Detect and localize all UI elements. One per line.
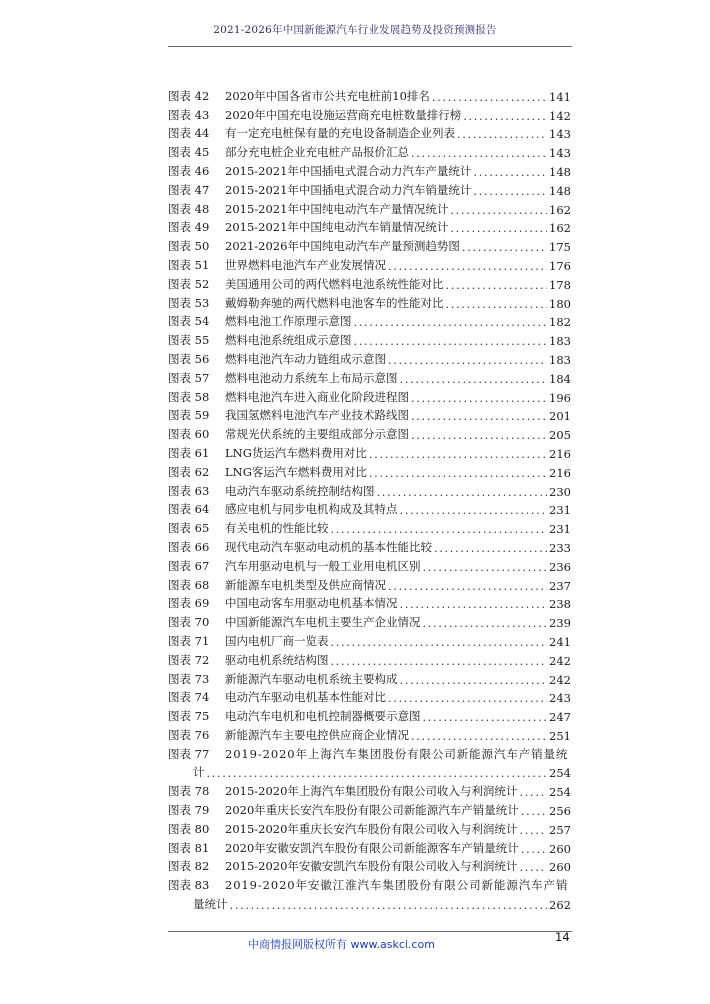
toc-entry[interactable]	[168, 555, 571, 574]
toc-entry-label: 图表 62	[168, 464, 210, 479]
toc-entry-title: 燃料电池汽车动力链组成示意图	[225, 351, 386, 366]
toc-entry-title: 2015-2021年中国纯电动汽车销量情况统计	[225, 220, 449, 235]
toc-entry[interactable]	[168, 574, 571, 593]
toc-dot-leader	[388, 691, 547, 705]
toc-entry-label: 图表 81	[168, 840, 210, 855]
toc-entry-title: 感应电机与同步电机构成及其特点	[225, 502, 398, 517]
toc-entry-page: 242	[549, 653, 571, 668]
toc-entry[interactable]	[168, 799, 571, 818]
toc-entry-page: 238	[549, 597, 571, 612]
toc-entry-label: 图表 54	[168, 314, 210, 329]
toc-entry[interactable]	[168, 517, 571, 536]
toc-entry-page: 141	[549, 89, 571, 104]
toc-entry-label: 图表 60	[168, 427, 210, 442]
toc-dot-leader	[354, 334, 548, 348]
toc-dot-leader	[388, 259, 547, 273]
toc-dot-leader	[369, 447, 547, 461]
toc-entry-page: 162	[549, 221, 571, 236]
running-header: 2021-2026年中国新能源汽车行业发展趋势及投资预测报告	[213, 24, 497, 36]
toc-entry-label: 图表 64	[168, 502, 210, 517]
toc-entry-page: 256	[549, 804, 571, 819]
toc-entry-label: 图表 63	[168, 483, 210, 498]
toc-entry-page: 254	[549, 785, 571, 800]
toc-entry[interactable]	[168, 593, 571, 612]
toc-entry[interactable]	[168, 235, 571, 254]
toc-entry-title: 现代电动汽车驱动电动机的基本性能比较	[225, 539, 432, 554]
toc-entry-title: 燃料电池动力系统车上布局示意图	[225, 370, 398, 385]
toc-dot-leader	[423, 616, 548, 630]
toc-entry[interactable]	[168, 292, 571, 311]
toc-entry-title: 2015-2021年中国纯电动汽车产量情况统计	[225, 201, 449, 216]
footer-copyright: 中商情报网版权所有 www.askci.com	[248, 938, 435, 951]
toc-entry-page: 262	[549, 898, 571, 913]
toc-dot-leader	[411, 146, 547, 160]
toc-entry[interactable]	[168, 499, 571, 518]
toc-entry-page: 142	[549, 108, 571, 123]
toc-entry-page: 148	[549, 164, 571, 179]
toc-dot-leader	[207, 766, 548, 780]
toc-dot-leader	[388, 579, 547, 593]
toc-dot-leader	[519, 785, 547, 799]
toc-entry[interactable]	[168, 104, 571, 123]
toc-entry-title: 2020年中国各省市公共充电桩前10排名	[225, 88, 430, 103]
footer-divider	[168, 931, 572, 932]
toc-entry[interactable]	[168, 668, 571, 687]
toc-entry[interactable]	[168, 141, 571, 160]
toc-entry[interactable]	[168, 874, 571, 912]
toc-entry-page: 241	[549, 634, 571, 649]
toc-entry-title: LNG货运汽车燃料费用对比	[225, 445, 367, 460]
toc-entry-title: 2015-2021年中国插电式混合动力汽车销量统计	[225, 182, 472, 197]
toc-dot-leader	[434, 541, 547, 555]
toc-entry[interactable]	[168, 461, 571, 480]
toc-entry[interactable]	[168, 480, 571, 499]
toc-entry-page: 231	[549, 522, 571, 537]
toc-dot-leader	[354, 315, 548, 329]
toc-entry-label: 图表 61	[168, 445, 210, 460]
toc-entry[interactable]	[168, 442, 571, 461]
toc-entry-title: 2021-2026年中国纯电动汽车产量预测趋势图	[225, 239, 460, 254]
toc-entry-label: 图表 78	[168, 784, 210, 799]
toc-entry-title: 2015-2020年上海汽车集团股份有限公司收入与利润统计	[225, 784, 518, 799]
toc-entry-label: 图表 83	[168, 878, 210, 893]
toc-entry-label: 图表 47	[168, 182, 210, 197]
toc-dot-leader	[411, 391, 547, 405]
toc-dot-leader	[519, 823, 547, 837]
toc-entry-page: 183	[549, 334, 571, 349]
toc-entry-label: 图表 71	[168, 633, 210, 648]
toc-dot-leader	[446, 278, 548, 292]
toc-entry-label: 图表 74	[168, 690, 210, 705]
toc-entry[interactable]	[168, 611, 571, 630]
toc-entry-label: 图表 45	[168, 145, 210, 160]
toc-entry-label: 图表 46	[168, 163, 210, 178]
toc-entry-label: 图表 51	[168, 257, 210, 272]
toc-entry-title: 常规光伏系统的主要组成部分示意图	[225, 427, 409, 442]
toc-entry-label: 图表 59	[168, 408, 210, 423]
toc-entry-label: 图表 52	[168, 276, 210, 291]
toc-entry-title: 燃料电池系统组成示意图	[225, 333, 352, 348]
toc-entry-title: 电动汽车驱动电机基本性能对比	[225, 690, 386, 705]
toc-entry-label: 图表 56	[168, 351, 210, 366]
toc-dot-leader	[521, 842, 547, 856]
toc-entry[interactable]	[168, 329, 571, 348]
toc-entry-label: 图表 55	[168, 333, 210, 348]
toc-dot-leader	[400, 673, 548, 687]
toc-entry-label: 图表 79	[168, 803, 210, 818]
toc-entry-label: 图表 80	[168, 821, 210, 836]
toc-entry-page: 201	[549, 409, 571, 424]
toc-dot-leader	[446, 297, 548, 311]
toc-entry-page: 236	[549, 559, 571, 574]
toc-entry-title: 2020年中国充电设施运营商充电桩数量排行榜	[225, 107, 462, 122]
toc-entry-label: 图表 49	[168, 220, 210, 235]
toc-entry-page: 247	[549, 710, 571, 725]
toc-entry[interactable]	[168, 85, 571, 104]
toc-entry-page: 143	[549, 127, 571, 142]
toc-dot-leader	[331, 522, 548, 536]
toc-entry[interactable]	[168, 705, 571, 724]
toc-entry[interactable]	[168, 386, 571, 405]
toc-entry[interactable]	[168, 837, 571, 856]
toc-entry[interactable]	[168, 179, 571, 198]
toc-entry-title-continued: 计	[193, 765, 205, 780]
toc-entry-page: 162	[549, 202, 571, 217]
toc-entry-label: 图表 70	[168, 615, 210, 630]
toc-entry-title: 2019-2020年上海汽车集团股份有限公司新能源汽车产销量统	[225, 746, 569, 761]
toc-dot-leader	[521, 804, 547, 818]
toc-entry-page: 231	[549, 503, 571, 518]
toc-entry-page: 230	[549, 484, 571, 499]
toc-entry-title: 新能源汽车主要电控供应商企业情况	[225, 727, 409, 742]
toc-entry-page: 183	[549, 352, 571, 367]
toc-entry-title: 2015-2021年中国插电式混合动力汽车产量统计	[225, 163, 472, 178]
toc-dot-leader	[411, 428, 547, 442]
toc-entry[interactable]	[168, 367, 571, 386]
toc-entry-page: 233	[549, 540, 571, 555]
toc-entry[interactable]	[168, 198, 571, 217]
toc-entry[interactable]	[168, 273, 571, 292]
toc-entry[interactable]	[168, 856, 571, 875]
toc-entry-label: 图表 76	[168, 727, 210, 742]
toc-dot-leader	[331, 635, 548, 649]
toc-entry-label: 图表 77	[168, 746, 210, 761]
toc-dot-leader	[377, 485, 548, 499]
toc-entry-page: 176	[549, 258, 571, 273]
toc-entry-title: 美国通用公司的两代燃料电池系统性能对比	[225, 276, 444, 291]
toc-dot-leader	[388, 353, 547, 367]
toc-dot-leader	[331, 654, 548, 668]
toc-entry[interactable]	[168, 348, 571, 367]
toc-entry-label: 图表 53	[168, 295, 210, 310]
toc-entry-title: 电动汽车驱动系统控制结构图	[225, 483, 375, 498]
toc-dot-leader	[450, 203, 547, 217]
toc-entry-title: 部分充电桩企业充电桩产品报价汇总	[225, 145, 409, 160]
toc-dot-leader	[519, 860, 547, 874]
toc-entry[interactable]	[168, 649, 571, 668]
toc-entry-label: 图表 50	[168, 239, 210, 254]
toc-entry-title: 2020年重庆长安汽车股份有限公司新能源汽车产销量统计	[225, 803, 519, 818]
toc-entry[interactable]	[168, 423, 571, 442]
toc-entry[interactable]	[168, 724, 571, 743]
toc-entry-page: 196	[549, 390, 571, 405]
toc-entry-title: 世界燃料电池汽车产业发展情况	[225, 257, 386, 272]
toc-entry[interactable]	[168, 536, 571, 555]
page-number: 14	[555, 930, 570, 944]
header-divider	[168, 46, 572, 47]
toc-entry-label: 图表 82	[168, 859, 210, 874]
toc-dot-leader	[400, 372, 548, 386]
toc-entry-label: 图表 67	[168, 558, 210, 573]
toc-entry[interactable]	[168, 217, 571, 236]
toc-entry-title-continued: 量统计	[193, 897, 228, 912]
toc-dot-leader	[473, 165, 547, 179]
toc-dot-leader	[411, 409, 547, 423]
toc-entry-page: 257	[549, 822, 571, 837]
toc-entry-page: 205	[549, 428, 571, 443]
toc-entry-label: 图表 57	[168, 370, 210, 385]
toc-entry-page: 216	[549, 446, 571, 461]
toc-entry-page: 260	[549, 860, 571, 875]
toc-entry-title: 有一定充电桩保有量的充电设备制造企业列表	[225, 126, 455, 141]
toc-entry[interactable]	[168, 743, 571, 781]
toc-dot-leader	[450, 221, 547, 235]
toc-entry-title: 燃料电池工作原理示意图	[225, 314, 352, 329]
toc-entry-page: 237	[549, 578, 571, 593]
toc-entry-page: 148	[549, 183, 571, 198]
toc-entry-label: 图表 43	[168, 107, 210, 122]
toc-entry[interactable]	[168, 405, 571, 424]
toc-entry-label: 图表 69	[168, 596, 210, 611]
toc-entry[interactable]	[168, 123, 571, 142]
toc-entry[interactable]	[168, 630, 571, 649]
toc-entry-label: 图表 44	[168, 126, 210, 141]
toc-entry-title: 有关电机的性能比较	[225, 521, 329, 536]
toc-entry[interactable]	[168, 780, 571, 799]
toc-dot-leader	[369, 466, 547, 480]
toc-entry-title: 2015-2020年重庆长安汽车股份有限公司收入与利润统计	[225, 821, 518, 836]
toc-entry[interactable]	[168, 818, 571, 837]
toc-entry-page: 251	[549, 728, 571, 743]
toc-entry-page: 260	[549, 841, 571, 856]
toc-entry-page: 178	[549, 277, 571, 292]
toc-entry-title: 新能源车电机类型及供应商情况	[225, 577, 386, 592]
toc-entry-label: 图表 66	[168, 539, 210, 554]
toc-entry-title: LNG客运汽车燃料费用对比	[225, 464, 367, 479]
toc-entry-page: 254	[549, 766, 571, 781]
table-of-figures	[168, 85, 571, 912]
toc-entry-title: 燃料电池汽车进入商业化阶段进程图	[225, 389, 409, 404]
toc-entry-title: 驱动电机系统结构图	[225, 652, 329, 667]
toc-entry-title: 2015-2020年安徽安凯汽车股份有限公司收入与利润统计	[225, 859, 518, 874]
toc-dot-leader	[230, 898, 548, 912]
toc-entry-title: 中国新能源汽车电机主要生产企业情况	[225, 615, 421, 630]
toc-dot-leader	[423, 710, 548, 724]
toc-dot-leader	[423, 560, 548, 574]
toc-entry-title: 2020年安徽安凯汽车股份有限公司新能源客车产销量统计	[225, 840, 519, 855]
toc-entry-page: 182	[549, 315, 571, 330]
toc-entry-title: 新能源汽车驱动电机系统主要构成	[225, 671, 398, 686]
toc-dot-leader	[473, 184, 547, 198]
toc-entry[interactable]	[168, 687, 571, 706]
toc-entry-title: 中国电动客车用驱动电机基本情况	[225, 596, 398, 611]
toc-entry-title: 国内电机厂商一览表	[225, 633, 329, 648]
toc-dot-leader	[457, 127, 547, 141]
toc-entry-label: 图表 73	[168, 671, 210, 686]
toc-entry-page: 184	[549, 371, 571, 386]
toc-entry-label: 图表 42	[168, 88, 210, 103]
toc-entry-label: 图表 68	[168, 577, 210, 592]
toc-entry-page: 175	[549, 240, 571, 255]
toc-entry-page: 180	[549, 296, 571, 311]
toc-entry-title: 2019-2020年安徽江淮汽车集团股份有限公司新能源汽车产销	[225, 878, 569, 893]
toc-entry-title: 电动汽车电机和电机控制器概要示意图	[225, 709, 421, 724]
toc-entry[interactable]	[168, 254, 571, 273]
toc-entry-title: 汽车用驱动电机与一般工业用电机区别	[225, 558, 421, 573]
toc-dot-leader	[400, 503, 548, 517]
toc-entry-title: 戴姆勒奔驰的两代燃料电池客车的性能对比	[225, 295, 444, 310]
toc-entry-page: 216	[549, 465, 571, 480]
toc-dot-leader	[462, 240, 547, 254]
toc-entry-page: 242	[549, 672, 571, 687]
toc-dot-leader	[400, 597, 548, 611]
toc-entry-label: 图表 75	[168, 709, 210, 724]
toc-entry-label: 图表 58	[168, 389, 210, 404]
toc-entry[interactable]	[168, 160, 571, 179]
toc-entry-label: 图表 65	[168, 521, 210, 536]
toc-entry[interactable]	[168, 311, 571, 330]
toc-entry-title: 我国氢燃料电池汽车产业技术路线图	[225, 408, 409, 423]
toc-entry-page: 239	[549, 616, 571, 631]
toc-entry-label: 图表 72	[168, 652, 210, 667]
toc-entry-label: 图表 48	[168, 201, 210, 216]
toc-entry-page: 143	[549, 146, 571, 161]
toc-dot-leader	[463, 109, 547, 123]
toc-entry-page: 243	[549, 691, 571, 706]
toc-dot-leader	[411, 729, 547, 743]
toc-dot-leader	[432, 90, 547, 104]
